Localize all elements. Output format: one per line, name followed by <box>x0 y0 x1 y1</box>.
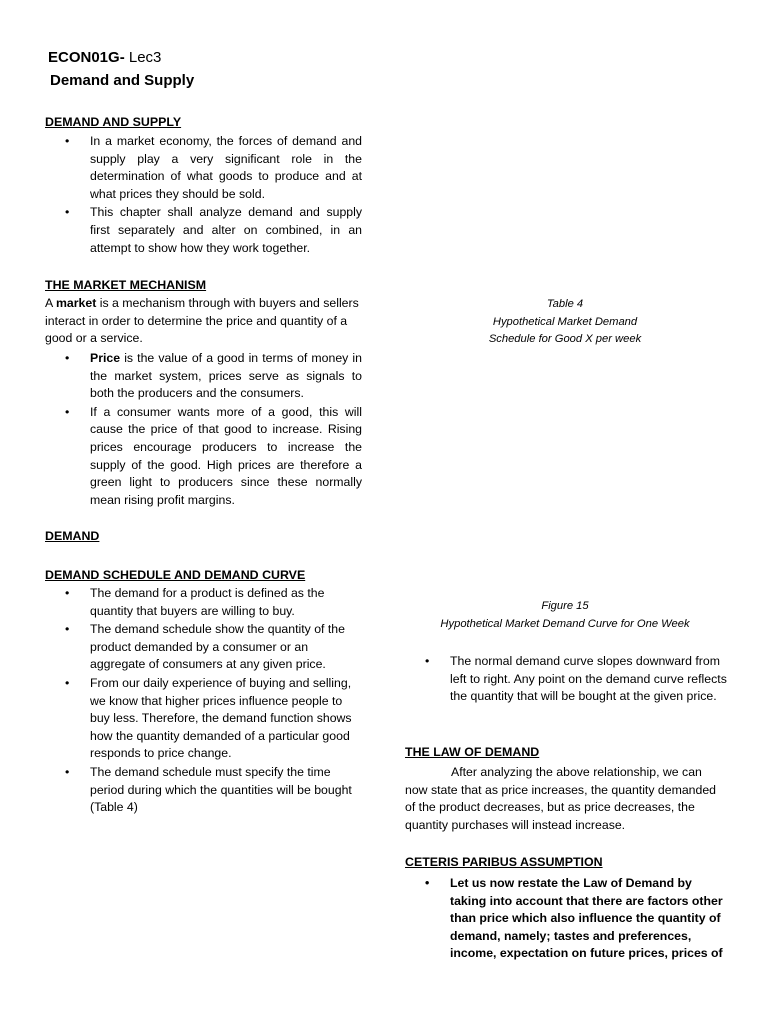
bullet-icon: • <box>65 404 70 419</box>
figure-caption <box>400 598 730 633</box>
section-heading-demand-and-supply: DEMAND AND SUPPLY <box>45 115 182 129</box>
section-heading-demand: DEMAND <box>45 529 100 543</box>
price-term: Price <box>90 351 121 365</box>
list-item-text: The normal demand curve slopes downward from left to right. Any point on the demand curve reflects the quantity that will be bought at the given price. <box>450 654 727 704</box>
list-item <box>45 675 365 763</box>
section-heading-ceteris-paribus: CETERIS PARIBUS ASSUMPTION <box>405 855 603 869</box>
list-item <box>405 875 730 963</box>
list-item <box>45 204 362 257</box>
bullet-icon: • <box>425 654 430 668</box>
demand-curve-bullets <box>405 653 730 706</box>
document-title-line <box>48 49 161 66</box>
list-item-text: If a consumer wants more of a good, this will cause the price of that good to increase. Rising prices encourage producers to increase the supply of the good. High prices are therefore a green light to producers since these normally mean rising profit margins. <box>90 404 362 507</box>
law-of-demand-paragraph: After analyzing the above relationship, we can now state that as price increases, the quantity demanded of the product decreases, but as price decreases, the quantity purchases will instead increase. <box>405 765 717 832</box>
market-definition-paragraph <box>45 295 365 348</box>
demand-schedule-bullets <box>45 585 365 818</box>
list-item-text: is the value of a good in terms of money in the market system, prices serve as signals to both the producers and the consumers. <box>90 351 362 401</box>
market-intro-pre: A <box>45 296 56 310</box>
list-item <box>45 764 365 817</box>
list-item <box>45 133 362 203</box>
list-item <box>45 585 365 620</box>
list-item <box>45 350 362 403</box>
course-code: ECON01G- <box>48 49 125 66</box>
table-title-line-2: Schedule for Good X per week <box>488 333 642 345</box>
lecture-number: Lec3 <box>128 49 162 66</box>
section-heading-demand-schedule: DEMAND SCHEDULE AND DEMAND CURVE <box>45 568 306 582</box>
list-item-text: From our daily experience of buying and selling, we know that higher prices influence people to buy less. Therefore, the demand function shows how the quantity demanded of a particular good responds to price change. <box>90 675 352 761</box>
section-heading-law-of-demand: THE LAW OF DEMAND <box>405 745 540 759</box>
market-intro-post: is a mechanism through with buyers and sellers interact in order to determine the price and quantity of a good or a service. <box>45 296 359 346</box>
document-title: Demand and Supply <box>50 72 195 89</box>
bullet-icon: • <box>65 622 70 637</box>
bullet-icon: • <box>65 586 70 600</box>
ceteris-paribus-bullets <box>405 875 730 963</box>
bullet-icon: • <box>425 876 430 890</box>
market-term: market <box>55 296 97 310</box>
section-heading-market-mechanism: THE MARKET MECHANISM <box>45 278 207 292</box>
market-mechanism-bullets <box>45 350 362 510</box>
list-item-text: The demand schedule show the quantity of the product demanded by a consumer or an aggregate of consumers at any given price. <box>90 622 345 672</box>
list-item <box>45 404 362 510</box>
figure-title: Hypothetical Market Demand Curve for One Week <box>440 617 690 630</box>
bullet-icon: • <box>65 764 70 779</box>
list-item-text: Let us now restate the Law of Demand by taking into account that there are factors other than price which also influence the quantity of demand, namely; tastes and preferences, income, expectation on future prices, prices of <box>450 876 723 961</box>
table-number: Table 4 <box>546 298 584 310</box>
bullet-icon: • <box>65 205 70 220</box>
list-item <box>45 621 365 674</box>
bullet-icon: • <box>65 675 70 690</box>
table-title-line-1: Hypothetical Market Demand <box>492 315 638 328</box>
bullet-icon: • <box>65 351 70 365</box>
figure-number: Figure 15 <box>541 600 589 612</box>
list-item-text: In a market economy, the forces of demand and supply play a very significant role in the determination of what goods to produce and at what prices they should be sold. <box>90 134 362 201</box>
list-item <box>405 653 730 706</box>
table-caption <box>425 296 705 349</box>
bullet-icon: • <box>65 134 70 148</box>
demand-supply-bullets <box>45 133 362 258</box>
list-item-text: This chapter shall analyze demand and supply first separately and alter on combined, in an attempt to show how they work together. <box>90 205 362 255</box>
list-item-text: The demand schedule must specify the time period during which the quantities will be bought (Table 4) <box>90 764 352 815</box>
list-item-text: The demand for a product is defined as the quantity that buyers are willing to buy. <box>90 586 325 618</box>
